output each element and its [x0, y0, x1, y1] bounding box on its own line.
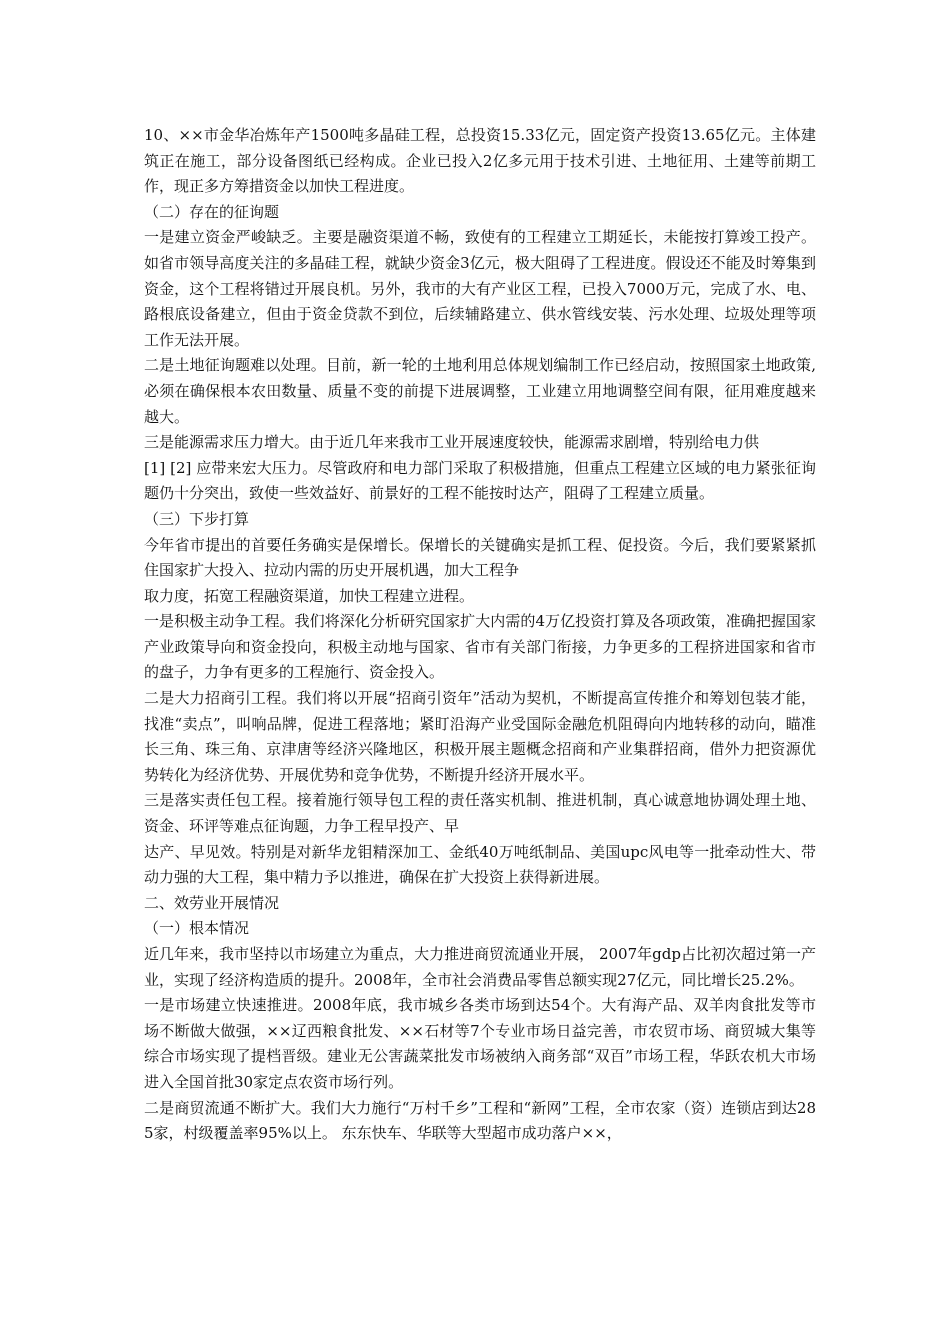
paragraph-land-issue: 二是土地征询题难以处理。目前，新一轮的土地利用总体规划编制工作已经启动，按照国家土地政策,必须在确保根本农田数量、质量不变的前提下进展调整，工业建立用地调整空间有限，征用难度越来越大。	[144, 356, 816, 426]
section-heading-service-industry: 二、效劳业开展情况	[144, 893, 280, 912]
paragraph-trade-expansion: 二是商贸流通不断扩大。我们大力施行“万村千乡”工程和“新网”工程，全市农家（资）连锁店到达285家，村级覆盖率95%以上。 东东快车、华联等大型超市成功落户××，	[144, 1098, 816, 1143]
paragraph-energy-demand: 三是能源需求压力增大。由于近几年来我市工业开展速度较快，能源需求剧增，特别给电力供	[144, 433, 760, 452]
section-heading-problems: （二）存在的征询题	[144, 202, 280, 221]
paragraph-energy-continued: [1] [2] 应带来宏大压力。尽管政府和电力部门采取了积极措施，但重点工程建立区域的电力紧张征询题仍十分突出，致使一些效益好、前景好的工程不能按时达产，阻碍了工程建立质量。	[144, 458, 816, 503]
paragraph-project-10: 10、××市金华冶炼年产1500吨多晶硅工程，总投资15.33亿元，固定资产投资13.65亿元。主体建筑正在施工，部分设备图纸已经构成。企业已投入2亿多元用于技术引进、土地征用、土建等前期工作，现正多方筹措资金以加快工程进度。	[144, 126, 816, 196]
paragraph-responsibility: 三是落实责任包工程。接着施行领导包工程的责任落实机制、推进机制，真心诚意地协调处理土地、资金、环评等难点征询题，力争工程早投产、早	[144, 791, 816, 836]
paragraph-trade-overview: 近几年来，我市坚持以市场建立为重点，大力推进商贸流通业开展， 2007年gdp占比初次超过第一产业，实现了经济构造质的提升。2008年，全市社会消费品零售总额实现27亿元，同比增长25.2%。	[144, 945, 816, 989]
section-heading-basic-situation: （一）根本情况	[144, 919, 250, 938]
paragraph-funding-shortage: 一是建立资金严峻缺乏。主要是融资渠道不畅，致使有的工程建立工期延长，未能按打算竣工投产。如省市领导高度关注的多晶硅工程，就缺少资金3亿元，极大阻碍了工程进度。假设还不能及时筹集到资金，这个工程将错过开展良机。另外，我市的大有产业区工程，已投入7000万元，完成了水、电、路根底设备建立，但由于资金贷款不到位，后续辅路建立、供水管线安装、污水处理、垃圾处理等项工作无法开展。	[144, 228, 816, 349]
paragraph-plan-intro-continued: 取力度，拓宽工程融资渠道，加快工程建立进程。	[144, 586, 475, 605]
paragraph-strive-projects: 一是积极主动争工程。我们将深化分析研究国家扩大内需的4万亿投资打算及各项政策，准确把握国家产业政策导向和资金投向，积极主动地与国家、省市有关部门衔接，力争更多的工程挤进国家和省市的盘子，力争有更多的工程施行、资金投入。	[144, 612, 816, 682]
document-body	[144, 123, 816, 1147]
paragraph-plan-intro: 今年省市提出的首要任务确实是保增长。保增长的关键确实是抓工程、促投资。今后，我们要紧紧抓住国家扩大投入、拉动内需的历史开展机遇，加大工程争	[144, 535, 816, 580]
paragraph-responsibility-continued: 达产、早见效。特别是对新华龙钼精深加工、金纸40万吨纸制品、美国upc风电等一批牵动性大、带动力强的大工程，集中精力予以推进，确保在扩大投资上获得新进展。	[144, 842, 816, 887]
paragraph-investment-attraction: 二是大力招商引工程。我们将以开展“招商引资年”活动为契机，不断提高宣传推介和筹划包装才能，找准“卖点”，叫响品牌，促进工程落地；紧盯沿海产业受国际金融危机阻碍向内地转移的动向，瞄准长三角、珠三角、京津唐等经济兴隆地区，积极开展主题概念招商和产业集群招商，借外力把资源优势转化为经济优势、开展优势和竞争优势，不断提升经济开展水平。	[144, 689, 816, 784]
paragraph-market-construction: 一是市场建立快速推进。2008年底，我市城乡各类市场到达54个。大有海产品、双羊肉食批发等市场不断做大做强，××辽西粮食批发、××石材等7个专业市场日益完善，市农贸市场、商贸城大集等综合市场实现了提档晋级。建业无公害蔬菜批发市场被纳入商务部“双百”市场工程，华跃农机大市场进入全国首批30家定点农资市场行列。	[144, 996, 816, 1091]
section-heading-next-plan: （三）下步打算	[144, 509, 250, 528]
